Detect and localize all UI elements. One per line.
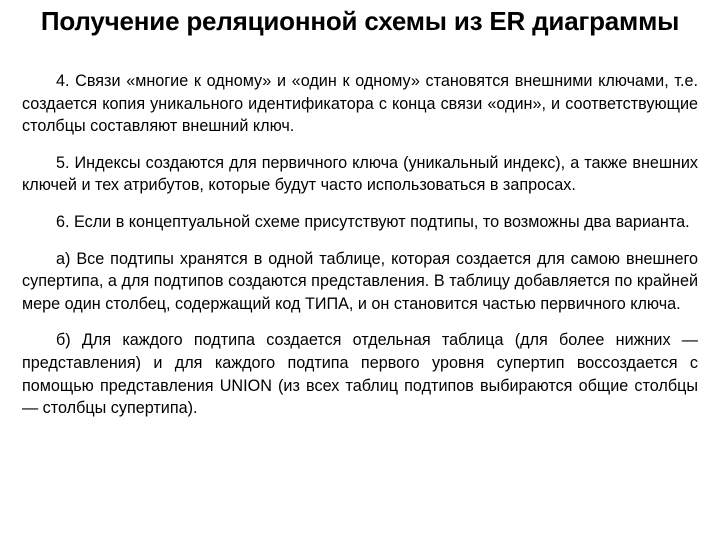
paragraph-option-b: б) Для каждого подтипа создается отдельная таблица (для более нижних — представления) и для каждого подтипа первого уровня супертип воссоздается с помощью представления UNION (из всех таблиц подтипов выбираются общие столбцы — столбцы супертипа).: [22, 331, 698, 418]
paragraph-5-indexes: 5. Индексы создаются для первичного ключа (уникальный индекс), а также внешних ключей и тех атрибутов, которые будут часто использоваться в запросах.: [22, 153, 698, 195]
paragraph-4-foreign-keys: 4. Связи «многие к одному» и «один к одному» становятся внешними ключами, т.е. создается копия уникального идентификатора с конца связи «один», и соответствующие столбцы составляют внешний ключ.: [22, 72, 698, 136]
slide-title: Получение реляционной схемы из ER диаграммы: [40, 6, 680, 36]
slide-body: [22, 70, 698, 420]
paragraph-option-a: а) Все подтипы хранятся в одной таблице, которая создается для самою внешнего супертипа, а для подтипов создаются представления. В таблицу добавляется по крайней мере один столбец, содержащий код ТИПА, и он становится частью первичного ключа.: [22, 249, 698, 313]
paragraph-6-subtypes: 6. Если в концептуальной схеме присутствуют подтипы, то возможны два варианта.: [56, 212, 690, 231]
